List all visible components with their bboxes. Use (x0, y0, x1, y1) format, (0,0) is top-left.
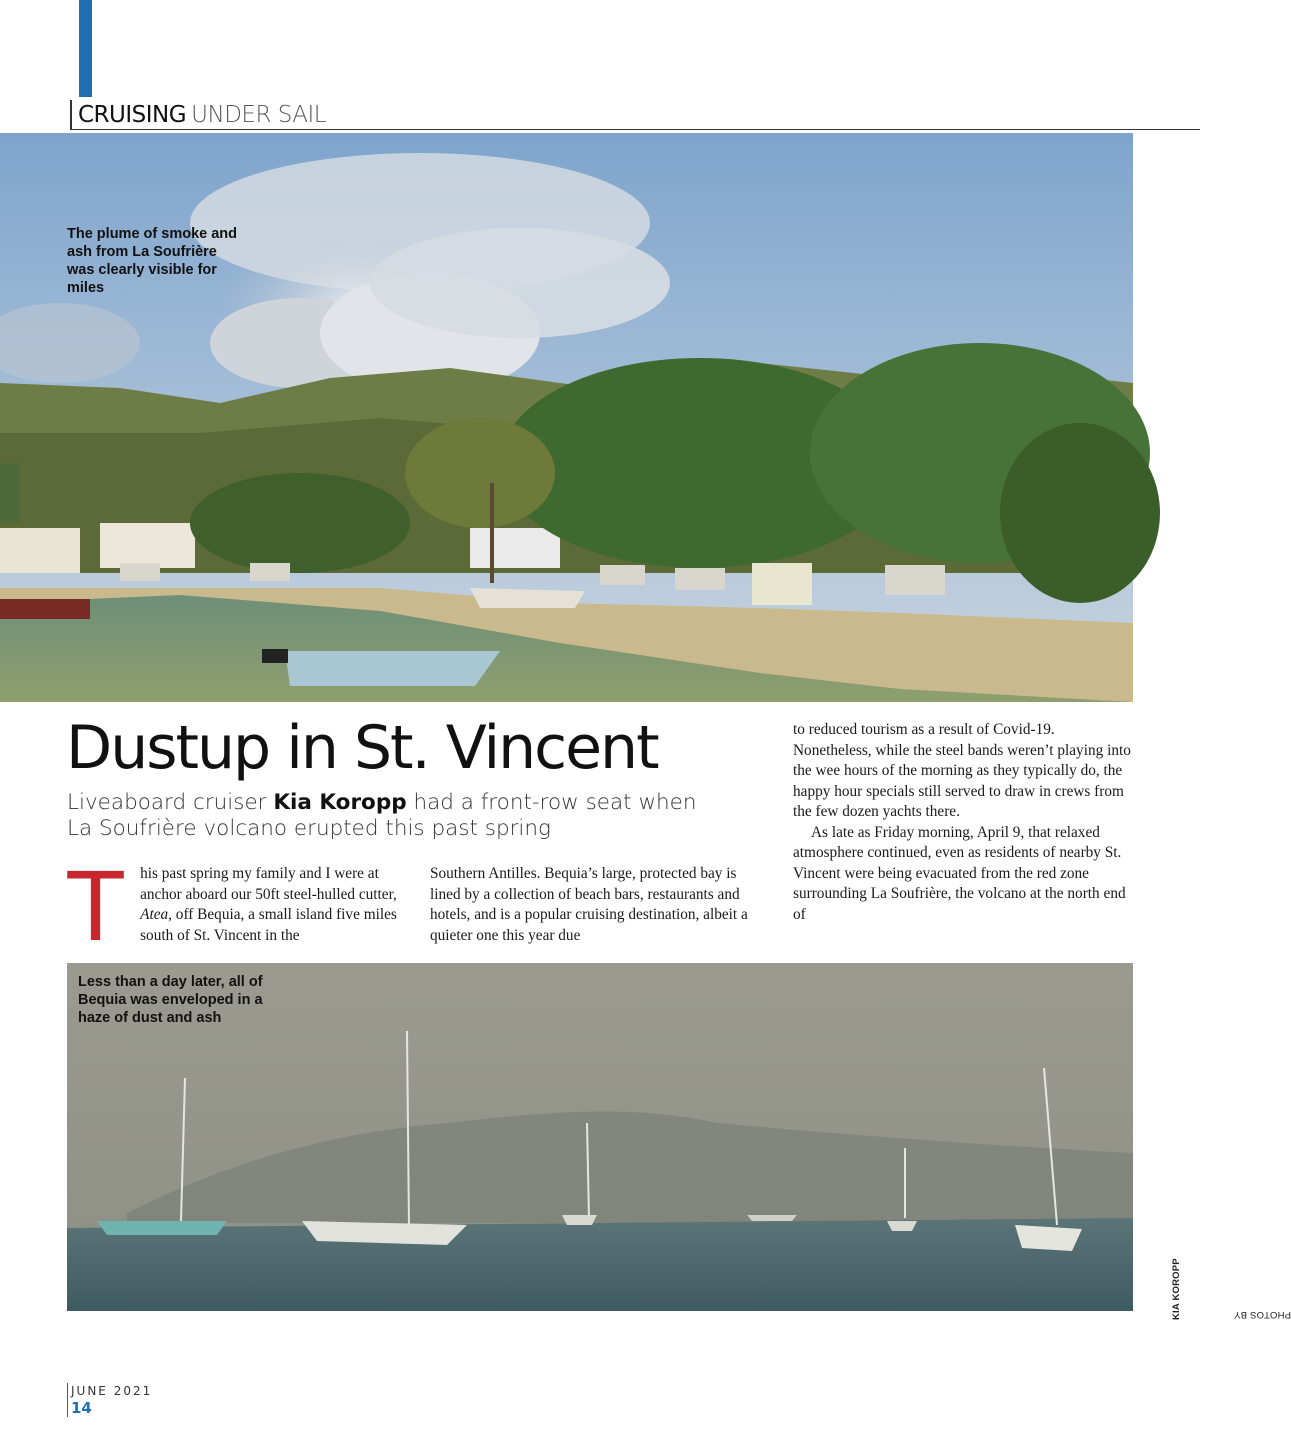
section-subname: UNDER SAIL (191, 102, 327, 128)
section-name: CRUISING (78, 102, 187, 128)
col3-paragraph-2: As late as Friday morning, April 9, that relaxed atmosphere continued, even as residents of nearby St. Vincent were being evacuated from the red zone surrounding La Soufrière, the volcano at the north end of (793, 823, 1126, 923)
credit-prefix: PHOTOS BY (1233, 1309, 1291, 1320)
drop-cap: T (65, 850, 127, 962)
col1-text-a: his past spring my family and I were at anchor aboard our 50ft steel-hulled cutter, (140, 865, 397, 903)
credit-name: KIA KOROPP (1171, 1258, 1182, 1320)
col2-paragraph: Southern Antilles. Bequia’s large, protected bay is lined by a collection of beach bars, restaurants and hotels, and is a popular cruising destination, albeit a quieter one this year due (430, 865, 748, 944)
dek-text-before: Liveaboard cruiser (67, 790, 274, 815)
article-headline: Dustup in St. Vincent (66, 713, 658, 783)
boat-name: Atea (140, 906, 169, 923)
photo-credit (1171, 1200, 1291, 1320)
page-number: 14 (71, 1399, 92, 1417)
body-column-2 (430, 864, 770, 946)
dek-text-after: had a front-row seat when La Soufrière volcano erupted this past spring (67, 790, 697, 841)
issue-date: JUNE 2021 (71, 1384, 153, 1398)
accent-bar (79, 0, 92, 97)
col1-text-b: , off Bequia, a small island five miles south of St. Vincent in the (140, 906, 397, 944)
volcano-plume-photo (0, 133, 1133, 702)
body-column-1 (65, 850, 407, 962)
page-footer (67, 1383, 152, 1417)
photo-caption-top: The plume of smoke and ash from La Soufrière was clearly visible for miles (67, 226, 237, 296)
author-name: Kia Koropp (273, 790, 407, 815)
photo-caption-bottom: Less than a day later, all of Bequia was enveloped in a haze of dust and ash (78, 974, 263, 1026)
article-dek (67, 790, 727, 842)
col3-paragraph-1: to reduced tourism as a result of Covid-19. Nonetheless, while the steel bands weren’t playing into the wee hours of the morning as they typically do, the happy hour specials still served to draw in crews from the few dozen yachts there. (793, 721, 1131, 820)
section-header (70, 100, 1200, 130)
body-column-3 (793, 720, 1133, 925)
